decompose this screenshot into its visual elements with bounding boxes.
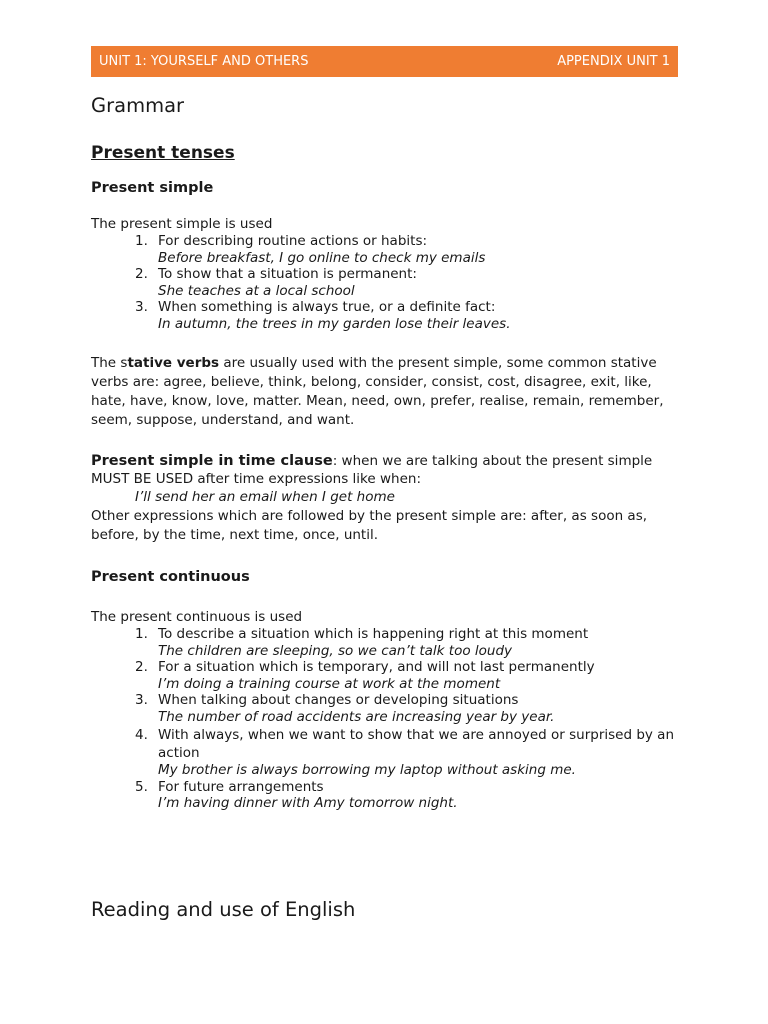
- use-text: When something is always true, or a definite fact:: [158, 299, 496, 316]
- list-item: [91, 233, 681, 266]
- list-item: [91, 659, 681, 692]
- list-number: 1.: [135, 626, 148, 642]
- use-text: To show that a situation is permanent:: [158, 266, 417, 283]
- use-text: With always, when we want to show that we are annoyed or surprised by an action: [158, 726, 675, 761]
- time-clause-text: : when we are talking about the present simple MUST BE USED after time expressions like when:: [91, 453, 653, 487]
- present-continuous-uses: [91, 609, 681, 812]
- grammar-heading: Grammar: [91, 94, 185, 117]
- time-clause-term: Present simple in time clause: [91, 453, 333, 469]
- present-continuous-list: [91, 626, 681, 812]
- list-number: 2.: [135, 266, 148, 283]
- document-body: [91, 92, 681, 921]
- stative-verbs-term: tative verbs: [127, 355, 220, 371]
- list-number: 5.: [135, 778, 148, 795]
- present-simple-list: [91, 233, 681, 333]
- present-simple-section: [91, 178, 681, 198]
- present-simple-uses: [91, 216, 681, 333]
- use-example: My brother is always borrowing my laptop without asking me.: [158, 761, 576, 778]
- list-number: 1.: [135, 233, 148, 249]
- appendix-label: APPENDIX UNIT 1: [557, 54, 670, 69]
- list-item: [91, 266, 681, 299]
- stative-prefix: The s: [91, 355, 128, 371]
- list-item: [91, 692, 681, 725]
- list-number: 3.: [135, 299, 148, 316]
- use-text: For describing routine actions or habits:: [158, 233, 428, 249]
- use-example: I’m having dinner with Amy tomorrow night.: [158, 795, 458, 812]
- use-example: The children are sleeping, so we can’t talk too loudy: [158, 642, 512, 659]
- time-clause-paragraph: [91, 452, 681, 545]
- unit-header-bar: [91, 46, 678, 77]
- list-item: [91, 299, 681, 332]
- list-number: 3.: [135, 692, 148, 709]
- time-clause-example: I’ll send her an email when I get home: [135, 489, 395, 505]
- list-item: [91, 626, 681, 659]
- use-example: In autumn, the trees in my garden lose their leaves.: [158, 315, 511, 332]
- use-text: When talking about changes or developing situations: [158, 692, 519, 709]
- use-example: Before breakfast, I go online to check my emails: [158, 249, 486, 266]
- reading-heading: Reading and use of English: [91, 898, 356, 921]
- other-expressions-text: Other expressions which are followed by the present simple are: after, as soon as, before, by the time, next time, once, until.: [91, 508, 648, 543]
- use-text: To describe a situation which is happening right at this moment: [158, 626, 589, 642]
- use-text: For a situation which is temporary, and will not last permanently: [158, 659, 595, 676]
- use-example: I’m doing a training course at work at the moment: [158, 675, 501, 692]
- list-item: [91, 779, 681, 812]
- stative-verbs-text: are usually used with the present simple, some common stative verbs are: agree, believe, think, belong, consider, consist, cost, disagree, exit, like, hate, have, know, love, matter. Mean, need, own, prefer, realise, remain, remember, seem, suppose, understand, and want.: [91, 355, 664, 428]
- stative-verbs-paragraph: [91, 354, 681, 430]
- present-continuous-heading: Present continuous: [91, 569, 250, 585]
- list-item: [91, 726, 681, 779]
- reading-section: [91, 896, 681, 924]
- use-example: The number of road accidents are increasing year by year.: [158, 708, 555, 725]
- list-number: 4.: [135, 726, 148, 743]
- use-text: For future arrangements: [158, 778, 324, 795]
- use-example: She teaches at a local school: [158, 282, 355, 299]
- list-number: 2.: [135, 659, 148, 676]
- present-tenses-heading: Present tenses: [91, 143, 235, 163]
- present-continuous-section: [91, 567, 681, 587]
- present-simple-heading: Present simple: [91, 180, 214, 196]
- unit-title: UNIT 1: YOURSELF AND OTHERS: [99, 54, 309, 69]
- present-simple-intro: The present simple is used: [91, 216, 273, 232]
- present-continuous-intro: The present continuous is used: [91, 609, 303, 625]
